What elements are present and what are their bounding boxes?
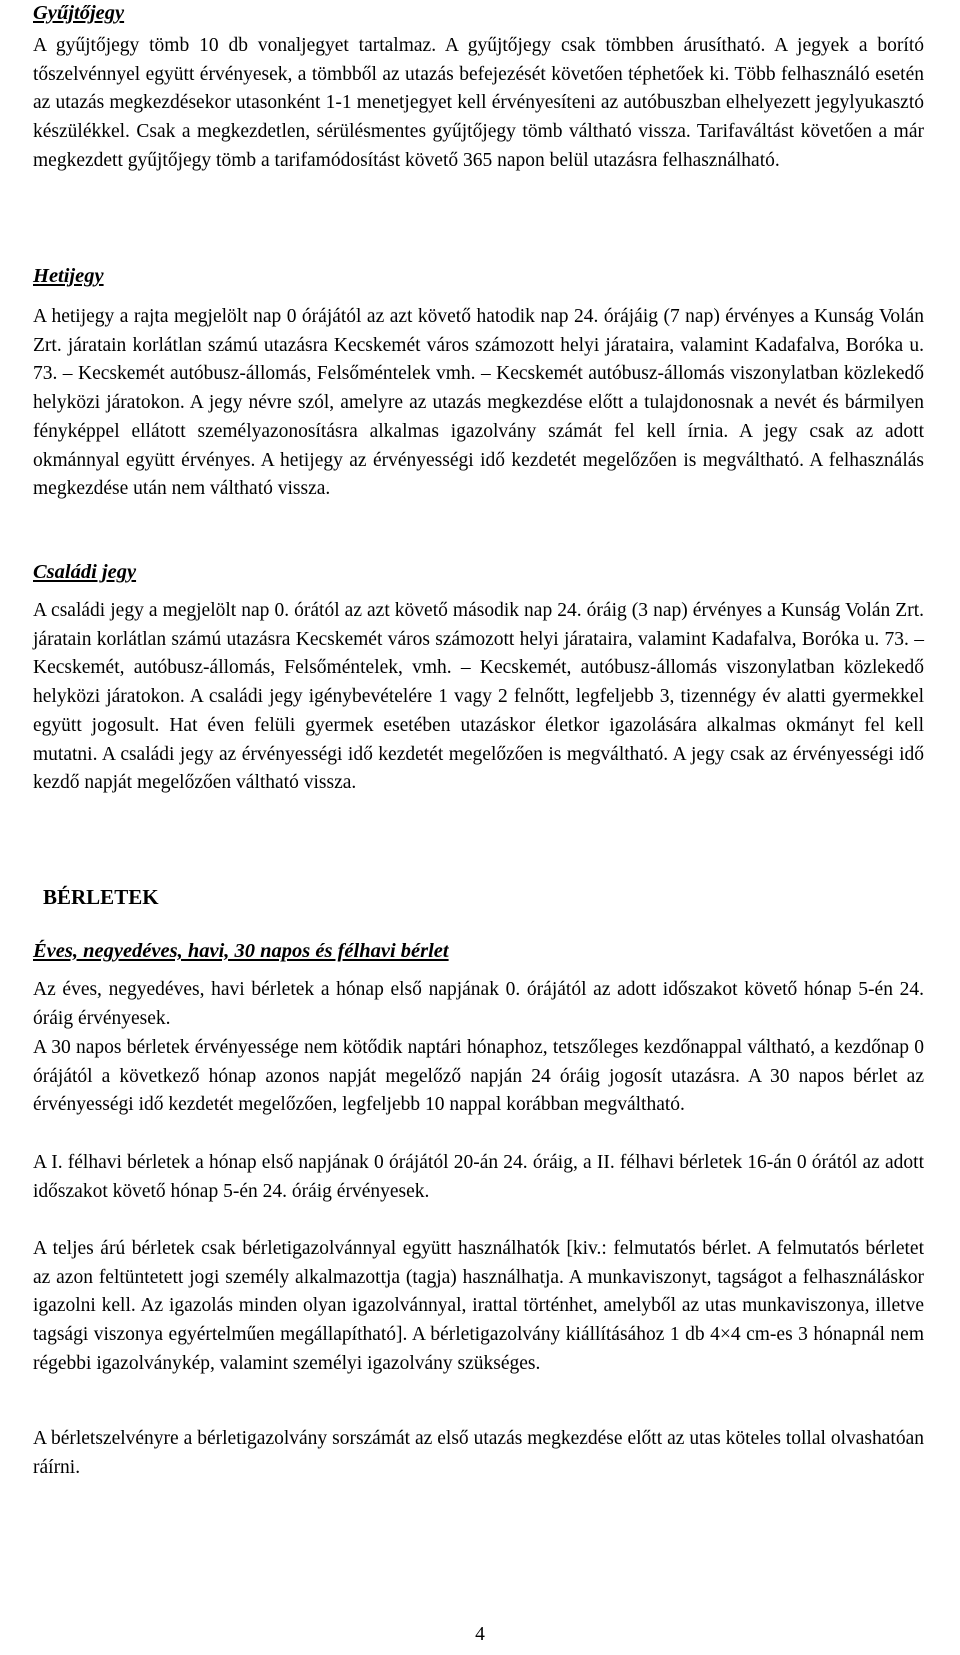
paragraph-csaladi-jegy: A családi jegy a megjelölt nap 0. órától az azt követő második nap 24. óráig (3 nap) érvényes a Kunság Volán Zrt. járatain korlátlan számú utazásra Kecskemét város számozott helyi járataira, valamint Kadafalva, Boróka u. 73. – Kecskemét, autóbusz-állomás, Felsőméntelek, vmh. – Kecskemét, autóbusz-állomás viszonylatban közlekedő helyközi járatokon. A családi jegy igénybevételére 1 vagy 2 felnőtt, legfeljebb 3, tizennégy év alatti gyermekkel együtt jogosult. Hat éven felüli gyermek esetében utazáskor életkor igazolására alkalmas okmányt fel kell mutatni. A családi jegy az érvényességi idő kezdetét megelőzően is megváltható. A jegy csak az érvényességi idő kezdő napját megelőzően váltható vissza. [33,600,924,794]
paragraph-gyujtojegy: A gyűjtőjegy tömb 10 db vonaljegyet tartalmaz. A gyűjtőjegy csak tömbben árusítható. A jegyek a borító tőszelvénnyel együtt érvényesek, a tömbből az utazás befejezését követően téphetőek ki. Több felhasználó esetén az utazás megkezdésekor utasonként 1-1 menetjegyet kell érvényesíteni az autóbuszban elhelyezett jegylyukasztó készülékkel. Csak a megkezdetlen, sérülésmentes gyűjtőjegy tömb váltható vissza. Tarifaváltást követően a már megkezdett gyűjtőjegy tömb a tarifamódosítást követő 365 napon belül utazásra felhasználható. [33,35,924,171]
paragraph-berletigazolvany: A teljes árú bérletek csak bérletigazolvánnyal együtt használhatók [kiv.: felmutatós bérlet. A felmutatós bérletet az azon feltüntetett jogi személy alkalmazottja (tagja) használhatja. A munkaviszonyt, tagságot a felhasználáskor igazolni kell. Az igazolás minden olyan igazolvánnyal, irattal történhet, amelyből az utas munkaviszonya, illetve tagsági viszonya egyértelműen megállapítható]. A bérletigazolvány kiállításához 1 db 4×4 cm-es 3 hónapnál nem régebbi igazolványkép, valamint személyi igazolvány szükséges. [33,1238,924,1374]
paragraph-berlet-monthly: Az éves, negyedéves, havi bérletek a hónap első napjának 0. órájától az adott időszakot követő hónap 5-én 24. óráig érvényesek. [33,979,924,1029]
page-number: 4 [475,1624,485,1645]
heading-gyujtojegy: Gyűjtőjegy [33,2,125,24]
paragraph-berlet-felhavi: A I. félhavi bérletek a hónap első napjának 0 órájától 20-án 24. óráig, a II. félhavi bérletek 16-án 0 órától az adott időszakot követő hónap 5-én 24. óráig érvényesek. [33,1152,924,1202]
paragraph-berlet-30-napos: A 30 napos bérletek érvényessége nem kötődik naptári hónaphoz, tetszőleges kezdőnappal váltható, a kezdőnap 0 órájától a következő hónap azonos napját megelőző napján 24 óráig jogosít utazásra. A 30 napos bérlet az érvényességi idő kezdetét megelőzően, legfeljebb 10 nappal korábban megváltható. [33,1037,924,1116]
heading-hetijegy: Hetijegy [33,265,104,287]
paragraph-berletszelveny: A bérletszelvényre a bérletigazolvány sorszámát az első utazás megkezdése előtt az utas köteles tollal olvashatóan ráírni. [33,1428,924,1478]
paragraph-hetijegy: A hetijegy a rajta megjelölt nap 0 órájától az azt követő hatodik nap 24. órájáig (7 nap) érvényes a Kunság Volán Zrt. járatain korlátlan számú utazásra Kecskemét város számozott helyi járataira, valamint Kadafalva, Boróka u. 73. – Kecskemét autóbusz-állomás, Felsőméntelek vmh. – Kecskemét autóbusz-állomás viszonylatban közlekedő helyközi járatokon. A jegy névre szól, amelyre az utazás megkezdése előtt a tulajdonosnak a nevét és bármilyen fényképpel ellátott személyazonosításra alkalmas igazolvány számát fel kell írnia. A jegy csak az adott okmánnyal együtt érvényes. A hetijegy az érvényességi idő kezdetét megelőzően is megváltható. A felhasználás megkezdése után nem váltható vissza. [33,306,924,500]
heading-berlet-types: Éves, negyedéves, havi, 30 napos és félhavi bérlet [33,940,449,962]
heading-berletek: BÉRLETEK [43,885,159,909]
heading-csaladi-jegy: Családi jegy [33,561,137,583]
